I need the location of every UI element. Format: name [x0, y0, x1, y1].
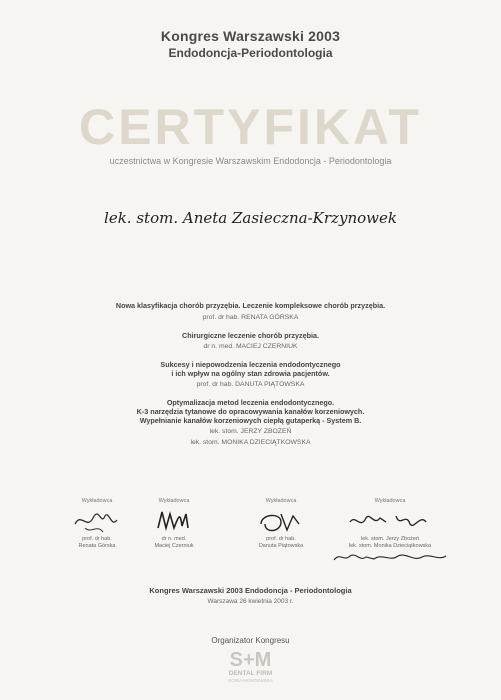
signature-name: Danuta Piątowska	[258, 543, 304, 549]
footer-date: Warszawa 26 kwietnia 2003 r.	[207, 598, 294, 605]
certificate-title: CERTYFIKAT	[79, 99, 422, 155]
organizer-logo	[0, 650, 501, 684]
congress-name: Kongres Warszawski 2003	[160, 28, 341, 44]
topic-title: Nowa klasyfikacja chorób przyzębia. Leczenie kompleksowe chorób przyzębia.	[115, 301, 386, 310]
signature-name: Maciej Czerniuk	[154, 543, 194, 549]
signature-name: prof. dr hab.	[266, 536, 296, 542]
signature-block	[330, 498, 450, 569]
topic-title: K-3 narzędzia tytanowe do opracowywania kanałów korzeniowych.	[136, 406, 365, 416]
topic-lecturer: prof. dr hab. RENATA GÓRSKA	[202, 313, 299, 321]
handwritten-signature	[251, 504, 311, 536]
footer-event: Kongres Warszawski 2003 Endodoncja - Periodontologia	[149, 586, 352, 595]
topic-lecturer: lek. stom. JERZY ZBOŻEŃ	[209, 428, 292, 436]
signature-name: dr n. med.	[161, 536, 187, 542]
certificate-footer	[0, 586, 501, 605]
signature-name: Renata Górska	[78, 543, 116, 549]
topic-lecturer: dr n. med. MACIEJ CZERNIUK	[203, 343, 298, 351]
topic-lecturer: prof. dr hab. DANUTA PIĄTOWSKA	[196, 381, 305, 389]
signature-block	[119, 498, 229, 550]
congress-theme: Endodoncja-Periodontologia	[168, 46, 333, 60]
recipient-name: lek. stom. Aneta Zasieczna-Krzynowek	[104, 209, 397, 227]
topic-lecturer: lek. stom. MONIKA DZIECIĄTKOWSKA	[190, 439, 311, 447]
topic-item	[40, 302, 461, 322]
topic-title: Wypełnianie kanałów korzeniowych ciepłą gutaperką - System B.	[139, 415, 362, 425]
congress-header	[0, 28, 501, 60]
topic-item	[40, 361, 461, 389]
participation-line: uczestnictwa w Kongresie Warszawskim Endodoncja - Periodontologia	[109, 156, 392, 166]
logo-main: S+M	[229, 649, 272, 671]
signature-role: Wykładowca	[374, 498, 406, 504]
signature-name: lek. stom. Jerzy Zbożeń	[360, 536, 420, 542]
handwritten-signature	[340, 504, 440, 536]
organizer-label: Organizator Kongresu	[211, 636, 290, 645]
signature-name: prof. dr hab.	[82, 536, 112, 542]
topic-title: Optymalizacja metod leczenia endodontycznego.	[166, 398, 335, 408]
handwritten-signature	[67, 504, 127, 536]
handwritten-signature	[144, 504, 204, 536]
handwritten-signature	[330, 550, 450, 564]
logo-small: SONIA MONTEWSKA	[228, 678, 273, 683]
topic-item	[40, 399, 461, 447]
signature-role: Wykładowca	[158, 498, 190, 504]
lecture-topics	[40, 302, 461, 457]
topic-title: i ich wpływ na ogólny stan zdrowia pacjentów.	[171, 368, 330, 378]
signature-role: Wykładowca	[265, 498, 297, 504]
signature-role: Wykładowca	[81, 498, 113, 504]
signature-block	[226, 498, 336, 550]
signature-name: lek. stom. Monika Dzieciątkowska	[348, 543, 432, 549]
topic-item	[40, 332, 461, 352]
topic-title: Sukcesy i niepowodzenia leczenia endodontycznego	[160, 360, 341, 370]
logo-sub: DENTAL FIRM	[228, 670, 273, 677]
topic-title: Chirurgiczne leczenie chorób przyzębia.	[182, 330, 319, 340]
